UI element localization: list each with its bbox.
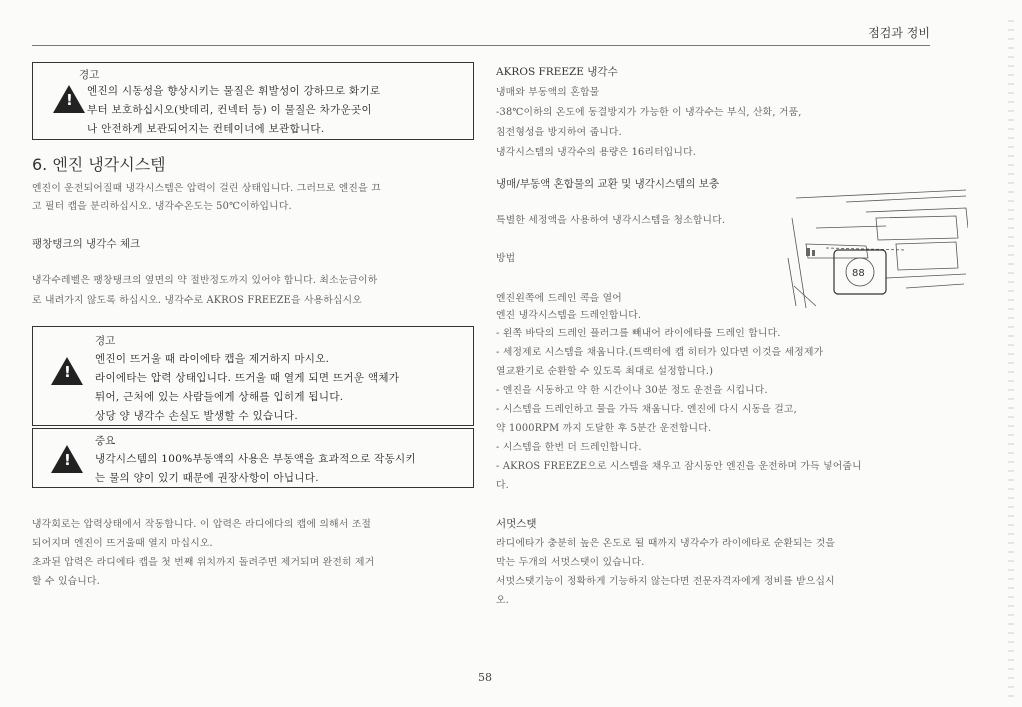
warning-triangle-icon (51, 357, 83, 385)
method-step: 약 1000RPM 까지 도달한 후 5분간 운전합니다. (496, 423, 712, 434)
thermostat-text: 서멋스탯기능이 정확하게 기능하지 않는다면 전문자격자에게 정비를 받으십시 (496, 576, 835, 587)
intro-text: 고 필터 캡을 분리하십시오. 냉각수온도는 50℃이하입니다. (32, 201, 292, 212)
method-step: 열교환기로 순환할 수 있도록 최대로 설정합니다.) (496, 366, 714, 377)
thermostat-text: 오. (496, 595, 509, 606)
method-step: - 왼쪽 바닥의 드레인 플러그를 빼내어 라이에타를 드레인 합니다. (496, 328, 781, 339)
notice-line: 는 물의 양이 있기 때문에 권장사항이 아닙니다. (95, 472, 319, 484)
method-step: 다. (496, 480, 509, 491)
warning-title: 경고 (95, 335, 116, 347)
body-text: 되어지며 엔진이 뜨거울때 열지 마십시오. (32, 538, 213, 549)
akros-text: 침전형성을 방지하여 줍니다. (496, 127, 622, 138)
warning-title: 경고 (79, 69, 100, 81)
thermostat-text: 막는 두개의 서멋스탯이 있습니다. (496, 557, 645, 568)
method-step: 엔진 냉각시스템을 드레인합니다. (496, 310, 642, 321)
warning-box-fire (32, 62, 474, 140)
akros-text: -38℃이하의 온도에 동결방지가 가능한 이 냉각수는 부식, 산화, 거품, (496, 107, 802, 118)
illustration-label: 88 (852, 268, 865, 279)
method-step: 엔진왼쪽에 드레인 콕을 열어 (496, 293, 622, 304)
warning-triangle-icon (53, 85, 85, 113)
warning-line: 엔진의 시동성을 향상시키는 물질은 휘발성이 강하므로 화기로 (87, 85, 381, 97)
notice-box-antifreeze (32, 428, 474, 488)
method-step: - AKROS FREEZE으로 시스템을 채우고 잠시동안 엔진을 운전하며 가득 넣어줍니 (496, 461, 862, 472)
page-edge-marks (1008, 20, 1014, 700)
method-step: - 엔진을 시동하고 약 한 시간이나 30분 정도 운전을 시킵니다. (496, 385, 768, 396)
warning-line: 라이에타는 압력 상태입니다. 뜨거울 때 열게 되면 뜨거운 액체가 (95, 372, 400, 384)
warning-line: 튀어, 근처에 있는 사람들에게 상해를 입히게 됩니다. (95, 391, 344, 403)
akros-title: AKROS FREEZE 냉각수 (496, 66, 618, 78)
notice-title: 중요 (95, 435, 116, 447)
body-text: 특별한 세정액을 사용하여 냉각시스템을 청소합니다. (496, 215, 726, 226)
subheading-expansion-tank: 팽창탱크의 냉각수 체크 (32, 238, 141, 250)
body-text: 로 내려가지 않도록 하십시오. 냉각수로 AKROS FREEZE을 사용하십시오 (32, 295, 362, 306)
page-number: 58 (478, 671, 492, 684)
method-label: 방법 (496, 253, 516, 264)
method-step: - 시스템을 한번 더 드레인합니다. (496, 442, 642, 453)
warning-line: 나 안전하게 보관되어지는 컨테이너에 보관합니다. (87, 123, 325, 135)
thermostat-text: 라디에타가 충분히 높은 온도로 될 때까지 냉각수가 라이에타로 순환되는 것을 (496, 538, 836, 549)
engine-drain-illustration (786, 188, 968, 308)
method-step: - 시스템을 드레인하고 물을 가득 채웁니다. 엔진에 다시 시동을 걸고, (496, 404, 797, 415)
notice-line: 냉각시스템의 100%부동액의 사용은 부동액을 효과적으로 작동시키 (95, 453, 416, 465)
subheading-coolant-replace: 냉매/부동액 혼합물의 교환 및 냉각시스템의 보충 (496, 178, 720, 190)
header-divider (32, 45, 930, 46)
warning-line: 부터 보호하십시오(밧데리, 컨넥터 등) 이 물질은 차가운곳이 (87, 104, 372, 116)
body-text: 할 수 있습니다. (32, 576, 100, 587)
akros-text: 냉매와 부동액의 혼합물 (496, 87, 600, 98)
intro-text: 엔진이 운전되어질때 냉각시스템은 압력이 걸린 상태입니다. 그러므로 엔진을 끄 (32, 183, 381, 194)
method-step: - 세정제로 시스템을 채웁니다.(트랙터에 캡 히터가 있다면 이것을 세정제가 (496, 347, 824, 358)
akros-text: 냉각시스템의 냉각수의 용량은 16리터입니다. (496, 147, 697, 158)
warning-line: 상당 양 냉각수 손실도 발생할 수 있습니다. (95, 410, 298, 422)
section-title: 6. 엔진 냉각시스템 (32, 155, 166, 174)
warning-triangle-icon (51, 445, 83, 473)
body-text: 냉각회로는 압력상태에서 작동합니다. 이 압력은 라디에다의 캡에 의해서 조절 (32, 519, 372, 530)
thermostat-title: 서멋스탯 (496, 518, 537, 530)
page-header-title: 점검과 정비 (868, 26, 930, 40)
body-text: 초과된 압력은 라디에타 캡을 첫 번째 위치까지 돌려주면 제거되며 완전히 제거 (32, 557, 375, 568)
warning-box-radiator-cap (32, 326, 474, 426)
warning-line: 엔진이 뜨거울 때 라이에타 캡을 제거하지 마시오. (95, 353, 330, 365)
body-text: 냉각수레벨은 팽창탱크의 옆면의 약 절반정도까지 있어야 합니다. 최소눈금이하 (32, 275, 378, 286)
